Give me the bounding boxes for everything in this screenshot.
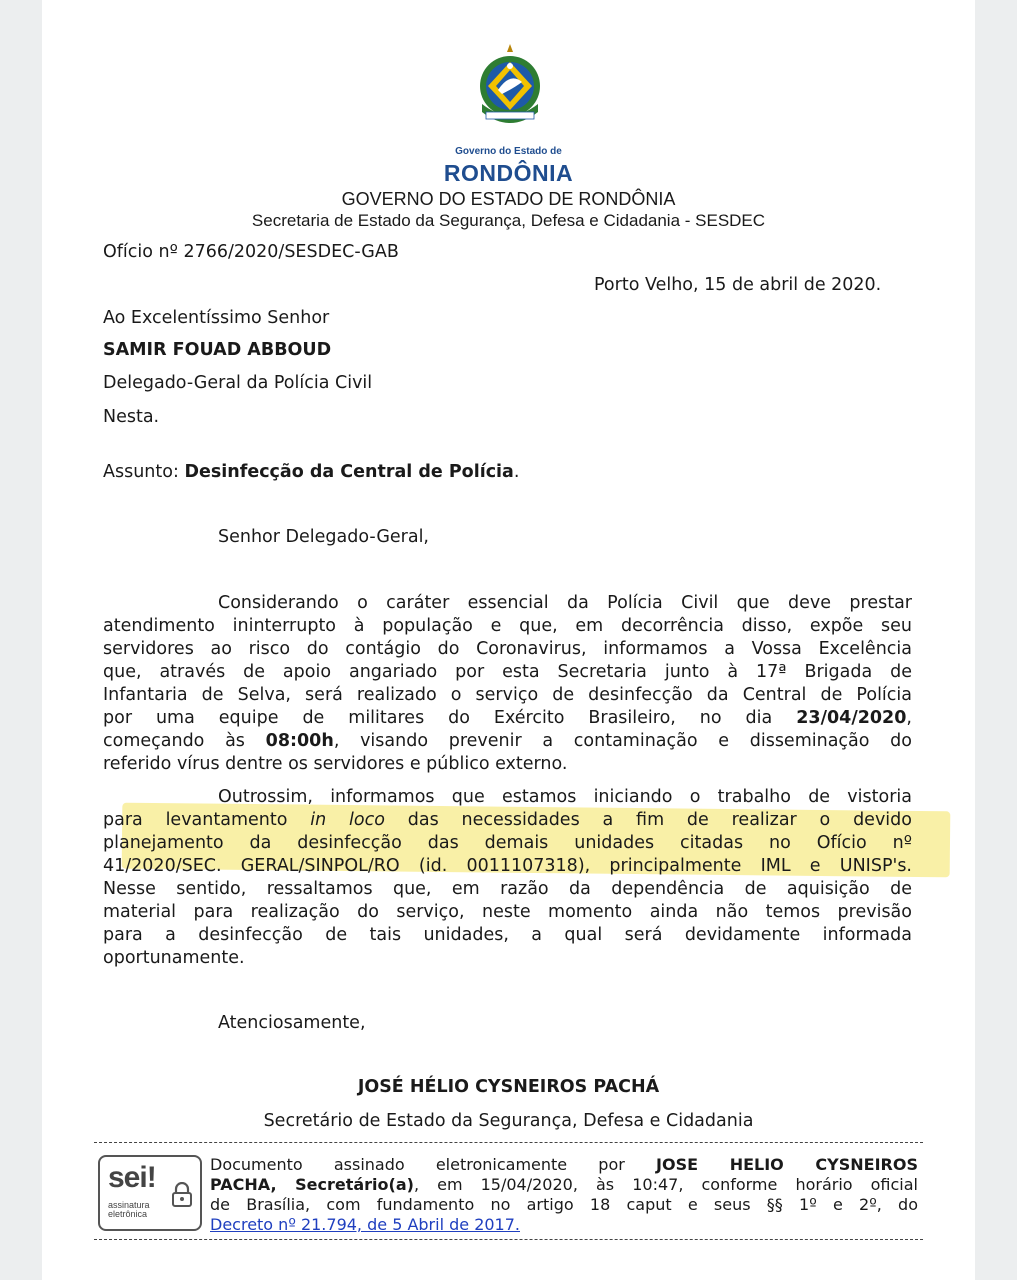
signer-role: Secretário de Estado da Segurança, Defesa e Cidadania	[263, 1111, 754, 1131]
paragraph-line: Outrossim, informamos que estamos iniciando o trabalho de vistoria	[218, 787, 912, 807]
paragraph-line: atendimento ininterrupto à população e que, em decorrência disso, expõe seu	[103, 616, 912, 636]
place-date: Porto Velho, 15 de abril de 2020.	[594, 275, 882, 295]
oficio-number: Ofício nº 2766/2020/SESDEC-GAB	[103, 242, 399, 262]
paragraph-line: 41/2020/SEC. GERAL/SINPOL/RO (id. 0011107318), principalmente IML e UNISP's.	[103, 856, 912, 876]
paragraph-line: Considerando o caráter essencial da Polícia Civil que deve prestar	[218, 593, 912, 613]
signature-line: de Brasília, com fundamento no artigo 18 caput e seus §§ 1º e 2º, do	[210, 1195, 918, 1214]
recipient-location: Nesta.	[103, 407, 160, 427]
signer-bold: PACHA, Secretário(a)	[210, 1175, 414, 1194]
paragraph-line: planejamento da desinfecção das demais unidades citadas no Ofício nº	[103, 833, 912, 853]
text-segment: , visando prevenir a contaminação e disseminação do	[333, 731, 912, 751]
subject-end: .	[513, 462, 520, 482]
paragraph-line	[103, 707, 912, 730]
sei-logo	[98, 1155, 202, 1231]
paragraph-line: material para realização do serviço, neste momento ainda não temos previsão	[103, 902, 912, 922]
text-segment: , em 15/04/2020, às 10:47, conforme horário oficial	[413, 1175, 918, 1194]
closing: Atenciosamente,	[218, 1013, 366, 1033]
greeting: Senhor Delegado-Geral,	[218, 527, 429, 547]
italic-term: in loco	[310, 810, 385, 830]
paragraph-line: referido vírus dentre os servidores e público externo.	[103, 754, 568, 774]
paragraph-line	[103, 809, 912, 832]
text-segment: ,	[906, 708, 912, 728]
signature-line	[210, 1175, 918, 1195]
subject-line	[103, 462, 519, 482]
recipient-salutation: Ao Excelentíssimo Senhor	[103, 308, 330, 328]
paragraph-line: servidores ao risco do contágio do Coronavirus, informamos a Vossa Excelência	[103, 639, 912, 659]
paragraph-line: Infantaria de Selva, será realizado o serviço de desinfecção da Central de Polícia	[103, 685, 912, 705]
paragraph-line	[103, 730, 912, 753]
recipient-name: SAMIR FOUAD ABBOUD	[103, 340, 332, 360]
subject-text: Desinfecção da Central de Polícia	[184, 462, 514, 482]
signature-line	[210, 1215, 918, 1235]
date-highlight: 23/04/2020	[796, 708, 907, 728]
sei-logo-sub1: assinatura	[108, 1200, 150, 1210]
paragraph-line: que, através de apoio angariado por esta Secretaria junto à 17ª Brigada de	[103, 662, 912, 682]
e-signature-text	[210, 1155, 918, 1235]
crest-caption: Governo do Estado de	[455, 146, 562, 157]
document-subheading: Secretaria de Estado da Segurança, Defesa e Cidadania - SESDEC	[251, 211, 766, 230]
signer-bold: JOSE HELIO CYSNEIROS	[656, 1155, 918, 1174]
sei-logo-text: sei!	[108, 1161, 156, 1194]
lock-icon	[171, 1182, 193, 1208]
time-highlight: 08:00h	[265, 731, 334, 751]
text-segment: para levantamento	[103, 810, 288, 830]
text-segment: Documento assinado eletronicamente por	[210, 1155, 625, 1174]
recipient-title: Delegado-Geral da Polícia Civil	[103, 373, 373, 393]
sei-logo-sub2: eletrônica	[108, 1209, 148, 1219]
paragraph-line: oportunamente.	[103, 948, 245, 968]
paragraph-line: para a desinfecção de tais unidades, a qual será devidamente informada	[103, 925, 912, 945]
decree-link[interactable]: Decreto nº 21.794, de 5 Abril de 2017.	[210, 1215, 520, 1234]
paragraph-line: Nesse sentido, ressaltamos que, em razão da dependência de aquisição de	[103, 879, 912, 899]
document-page	[42, 0, 975, 1280]
sei-logo-subtitle	[108, 1201, 150, 1219]
rondonia-coat-of-arms-icon	[472, 42, 548, 134]
body-paragraph-1	[103, 592, 912, 776]
body-paragraph-2	[103, 786, 912, 970]
text-segment: começando às	[103, 731, 245, 751]
text-segment: das necessidades a fim de realizar o devido	[407, 810, 912, 830]
signature-line	[210, 1155, 918, 1175]
document-heading: GOVERNO DO ESTADO DE RONDÔNIA	[341, 189, 676, 209]
crest-state-name: RONDÔNIA	[443, 160, 574, 186]
subject-label: Assunto:	[103, 462, 179, 482]
signer-name: JOSÉ HÉLIO CYSNEIROS PACHÁ	[357, 1077, 660, 1097]
text-segment: por uma equipe de militares do Exército Brasileiro, no dia	[103, 708, 773, 728]
